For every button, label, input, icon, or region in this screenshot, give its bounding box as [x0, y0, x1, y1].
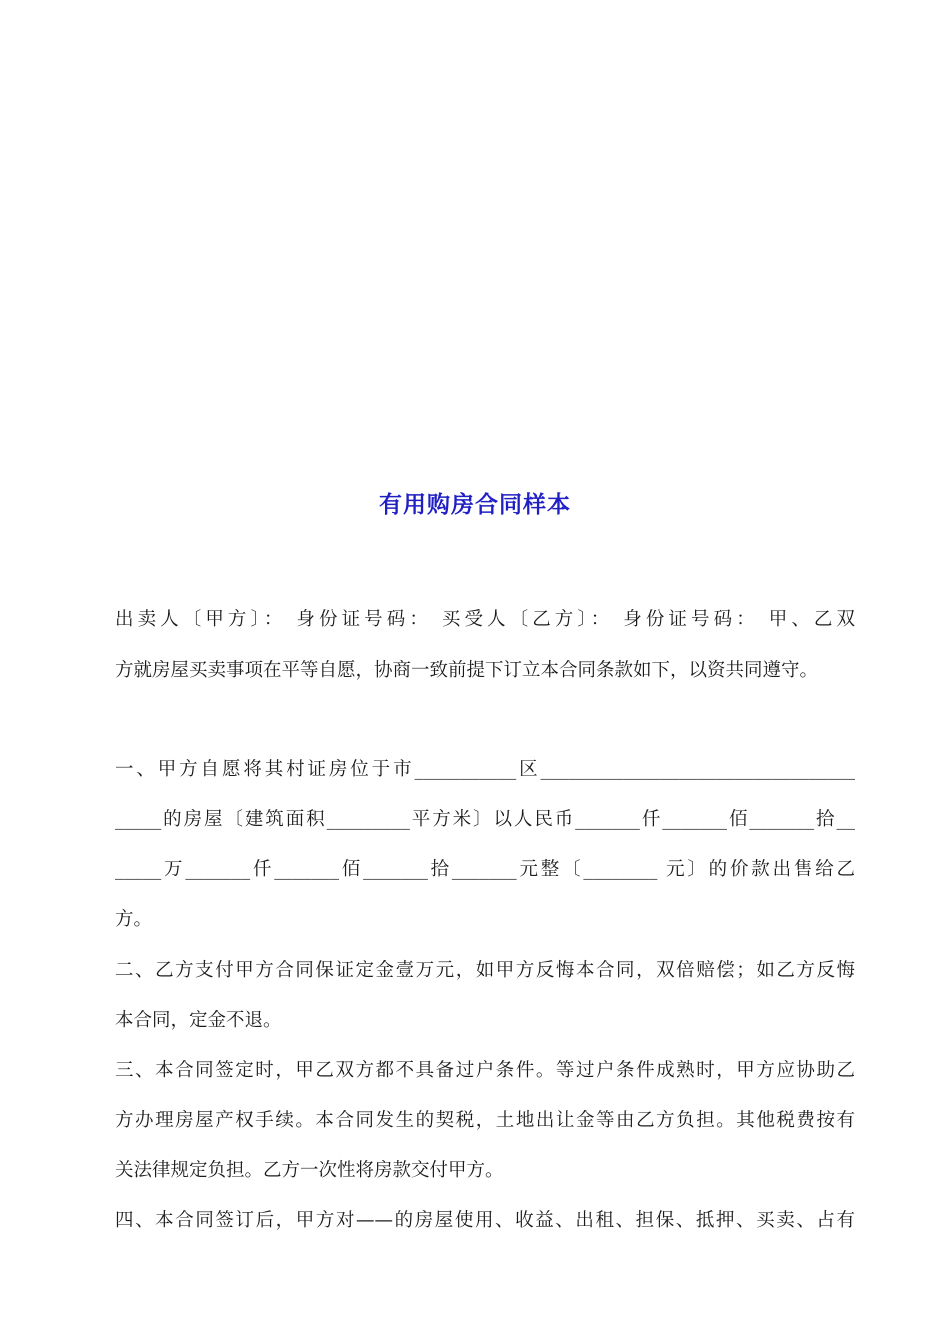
clause-2-line-2: 本合同，定金不退。	[115, 1010, 282, 1031]
clause-2-line-1: 二、乙方支付甲方合同保证定金壹万元，如甲方反悔本合同，双倍赔偿；如乙方反悔	[115, 960, 855, 981]
clause-1-line-1: 一、甲方自愿将其村证房位于市___________区__________________________________	[115, 759, 855, 780]
preamble-line: 方就房屋买卖事项在平等自愿，协商一致前提下订立本合同条款如下，以资共同遵守。	[115, 660, 819, 681]
clause-1-line-3: _____万_______仟_______佰_______拾_______元整〔________ 元〕的价款出售给乙	[115, 859, 855, 880]
clause-3-line-1: 三、本合同签定时，甲乙双方都不具备过户条件。等过户条件成熟时，甲方应协助乙	[115, 1060, 855, 1081]
clause-1-line-4: 方。	[115, 909, 153, 930]
parties-line: 出卖人〔甲方〕： 身份证号码： 买受人〔乙方〕： 身份证号码： 甲、乙双	[115, 609, 855, 630]
clause-4-line-1: 四、本合同签订后，甲方对——的房屋使用、收益、出租、担保、抵押、买卖、占有	[115, 1210, 855, 1231]
clause-1-line-2: _____的房屋〔建筑面积_________平方米〕以人民币_______仟_______佰_______拾__	[115, 809, 855, 830]
document-title: 有用购房合同样本	[379, 492, 571, 518]
clause-3-line-2: 方办理房屋产权手续。本合同发生的契税，土地出让金等由乙方负担。其他税费按有	[115, 1110, 855, 1131]
clause-3-line-3: 关法律规定负担。乙方一次性将房款交付甲方。	[115, 1160, 504, 1181]
